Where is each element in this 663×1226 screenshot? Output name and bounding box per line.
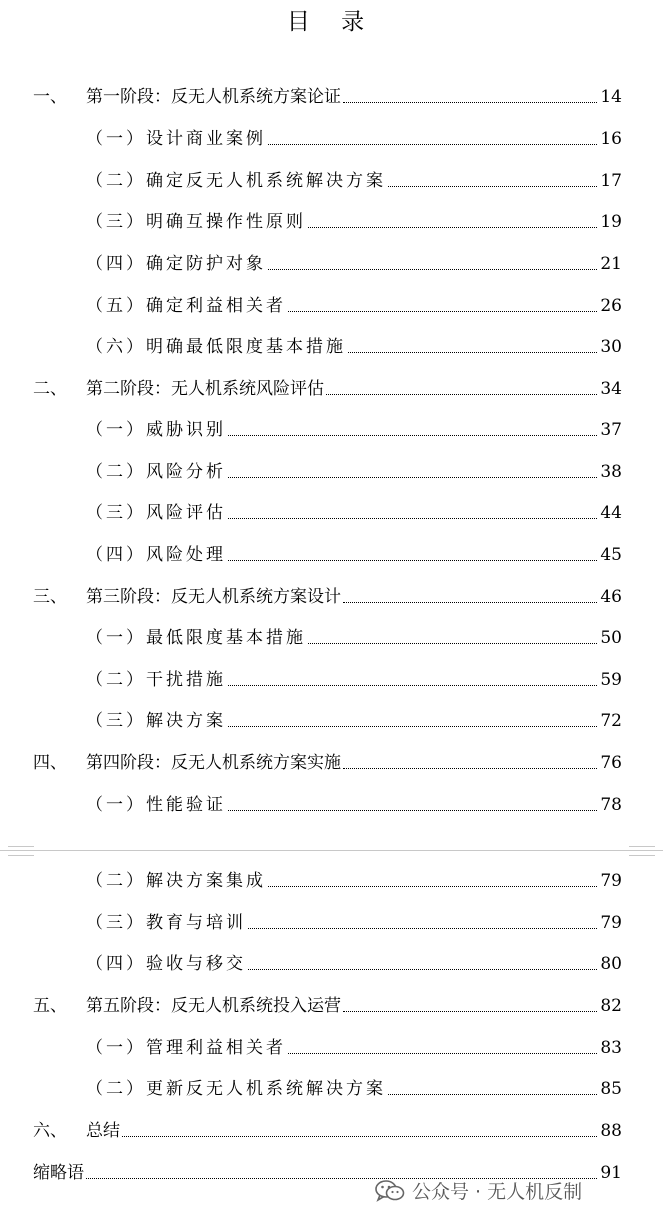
toc-entry[interactable]: [0, 457, 663, 483]
toc-entry-title: （二）确定反无人机系统解决方案: [86, 171, 386, 191]
wechat-icon: [374, 1179, 406, 1203]
toc-entry[interactable]: [0, 207, 663, 233]
toc-entry-page: 17: [600, 171, 622, 191]
toc-entry-number: 四、: [33, 753, 67, 773]
toc-entry-title: （三）风险评估: [86, 503, 226, 523]
toc-leader-dots: [228, 726, 597, 727]
toc-entry-title: （一）管理利益相关者: [86, 1038, 286, 1058]
toc-entry[interactable]: [0, 1074, 663, 1100]
toc-leader-dots: [248, 928, 597, 929]
toc-entry[interactable]: [0, 991, 663, 1017]
toc-entry-page: 14: [600, 87, 622, 107]
toc-entry-title: （四）风险处理: [86, 545, 226, 565]
toc-entry-title: （二）解决方案集成: [86, 871, 266, 891]
toc-entry[interactable]: [0, 866, 663, 892]
toc-entry-page: 38: [600, 462, 622, 482]
toc-leader-dots: [228, 435, 597, 436]
page-break-marker-left: [8, 846, 34, 856]
page-break: [0, 850, 663, 857]
toc-entry-page: 46: [600, 587, 622, 607]
toc-entry[interactable]: [0, 291, 663, 317]
toc-entry-title: （三）解决方案: [86, 711, 226, 731]
toc-leader-dots: [388, 1094, 597, 1095]
toc-entry[interactable]: [0, 415, 663, 441]
toc-entry[interactable]: [0, 623, 663, 649]
toc-leader-dots: [343, 602, 597, 603]
toc-entry-page: 85: [600, 1079, 622, 1099]
toc-entry-page: 91: [600, 1163, 622, 1183]
toc-leader-dots: [343, 768, 597, 769]
toc-leader-dots: [228, 685, 597, 686]
toc-entry-page: 82: [600, 996, 622, 1016]
toc-entry-number: 六、: [33, 1121, 67, 1141]
toc-entry-title: （二）干扰措施: [86, 670, 226, 690]
toc-entry-title: 总结: [86, 1121, 120, 1141]
page-break-marker-right: [629, 846, 655, 856]
toc-entry[interactable]: [0, 166, 663, 192]
toc-entry-title: （一）威胁识别: [86, 420, 226, 440]
toc-entry-page: 83: [600, 1038, 622, 1058]
toc-entry[interactable]: [0, 1033, 663, 1059]
toc-leader-dots: [248, 969, 597, 970]
toc-entry-page: 76: [600, 753, 622, 773]
toc-entry-title: 第一阶段：反无人机系统方案论证: [86, 87, 341, 107]
toc-entry-page: 19: [600, 212, 622, 232]
toc-entry[interactable]: [0, 540, 663, 566]
toc-leader-dots: [288, 311, 597, 312]
toc-entry-title: （五）确定利益相关者: [86, 296, 286, 316]
toc-entry[interactable]: [0, 665, 663, 691]
toc-entry-number: 五、: [33, 996, 67, 1016]
toc-entry[interactable]: [0, 82, 663, 108]
toc-entry-page: 16: [600, 129, 622, 149]
toc-entry[interactable]: [0, 908, 663, 934]
toc-entry-page: 26: [600, 296, 622, 316]
toc-entry[interactable]: [0, 949, 663, 975]
toc-leader-dots: [308, 227, 597, 228]
toc-entry-number: 一、: [33, 87, 67, 107]
toc-leader-dots: [228, 810, 597, 811]
toc-entry-title: （二）风险分析: [86, 462, 226, 482]
toc-leader-dots: [348, 352, 597, 353]
toc-leader-dots: [308, 643, 597, 644]
toc-entry-number: 三、: [33, 587, 67, 607]
toc-entry[interactable]: [0, 790, 663, 816]
toc-leader-dots: [228, 560, 597, 561]
toc-entry[interactable]: [0, 582, 663, 608]
toc-entry-title: 第三阶段：反无人机系统方案设计: [86, 587, 341, 607]
toc-entry[interactable]: [0, 124, 663, 150]
toc-entry-title: 第五阶段：反无人机系统投入运营: [86, 996, 341, 1016]
toc-entry-page: 44: [600, 503, 622, 523]
toc-entry-title: 第二阶段：无人机系统风险评估: [86, 379, 324, 399]
toc-entry-title: （六）明确最低限度基本措施: [86, 337, 346, 357]
toc-entry[interactable]: [0, 706, 663, 732]
toc-leader-dots: [122, 1136, 597, 1137]
toc-entry[interactable]: [0, 374, 663, 400]
toc-entry[interactable]: [0, 332, 663, 358]
toc-leader-dots: [268, 886, 597, 887]
toc-entry-page: 30: [600, 337, 622, 357]
toc-entry-title: （一）性能验证: [86, 795, 226, 815]
toc-entry-page: 59: [600, 670, 622, 690]
toc-entry-title: （三）明确互操作性原则: [86, 212, 306, 232]
toc-leader-dots: [268, 144, 597, 145]
toc-entry-number: 二、: [33, 379, 67, 399]
toc-leader-dots: [343, 1011, 597, 1012]
toc-entry-title: （三）教育与培训: [86, 913, 246, 933]
watermark-text: 公众号 · 无人机反制: [412, 1181, 583, 1203]
toc-entry-page: 21: [600, 254, 622, 274]
toc-leader-dots: [326, 394, 597, 395]
toc-entry-title: （四）验收与移交: [86, 954, 246, 974]
toc-entry-page: 80: [600, 954, 622, 974]
toc-entry-page: 50: [600, 628, 622, 648]
toc-entry[interactable]: [0, 249, 663, 275]
toc-leader-dots: [228, 477, 597, 478]
toc-title: 目 录: [286, 9, 377, 35]
toc-entry-title: （二）更新反无人机系统解决方案: [86, 1079, 386, 1099]
toc-entry-page: 79: [600, 871, 622, 891]
toc-leader-dots: [343, 102, 597, 103]
toc-entry-title: （一）最低限度基本措施: [86, 628, 306, 648]
toc-entry-title: （一）设计商业案例: [86, 129, 266, 149]
toc-entry-page: 88: [600, 1121, 622, 1141]
toc-entry-page: 34: [600, 379, 622, 399]
toc-entry-page: 37: [600, 420, 622, 440]
toc-entry-page: 45: [600, 545, 622, 565]
toc-entry-title: 缩略语: [33, 1163, 84, 1183]
toc-entry[interactable]: [0, 748, 663, 774]
toc-leader-dots: [388, 186, 597, 187]
toc-entry-page: 79: [600, 913, 622, 933]
toc-entry[interactable]: [0, 498, 663, 524]
toc-entry-page: 72: [600, 711, 622, 731]
toc-entry[interactable]: [0, 1116, 663, 1142]
toc-entry-title: （四）确定防护对象: [86, 254, 266, 274]
toc-leader-dots: [288, 1053, 597, 1054]
toc-entry-page: 78: [600, 795, 622, 815]
watermark: [374, 1177, 582, 1204]
toc-leader-dots: [268, 269, 597, 270]
toc-entry-title: 第四阶段：反无人机系统方案实施: [86, 753, 341, 773]
toc-leader-dots: [228, 518, 597, 519]
